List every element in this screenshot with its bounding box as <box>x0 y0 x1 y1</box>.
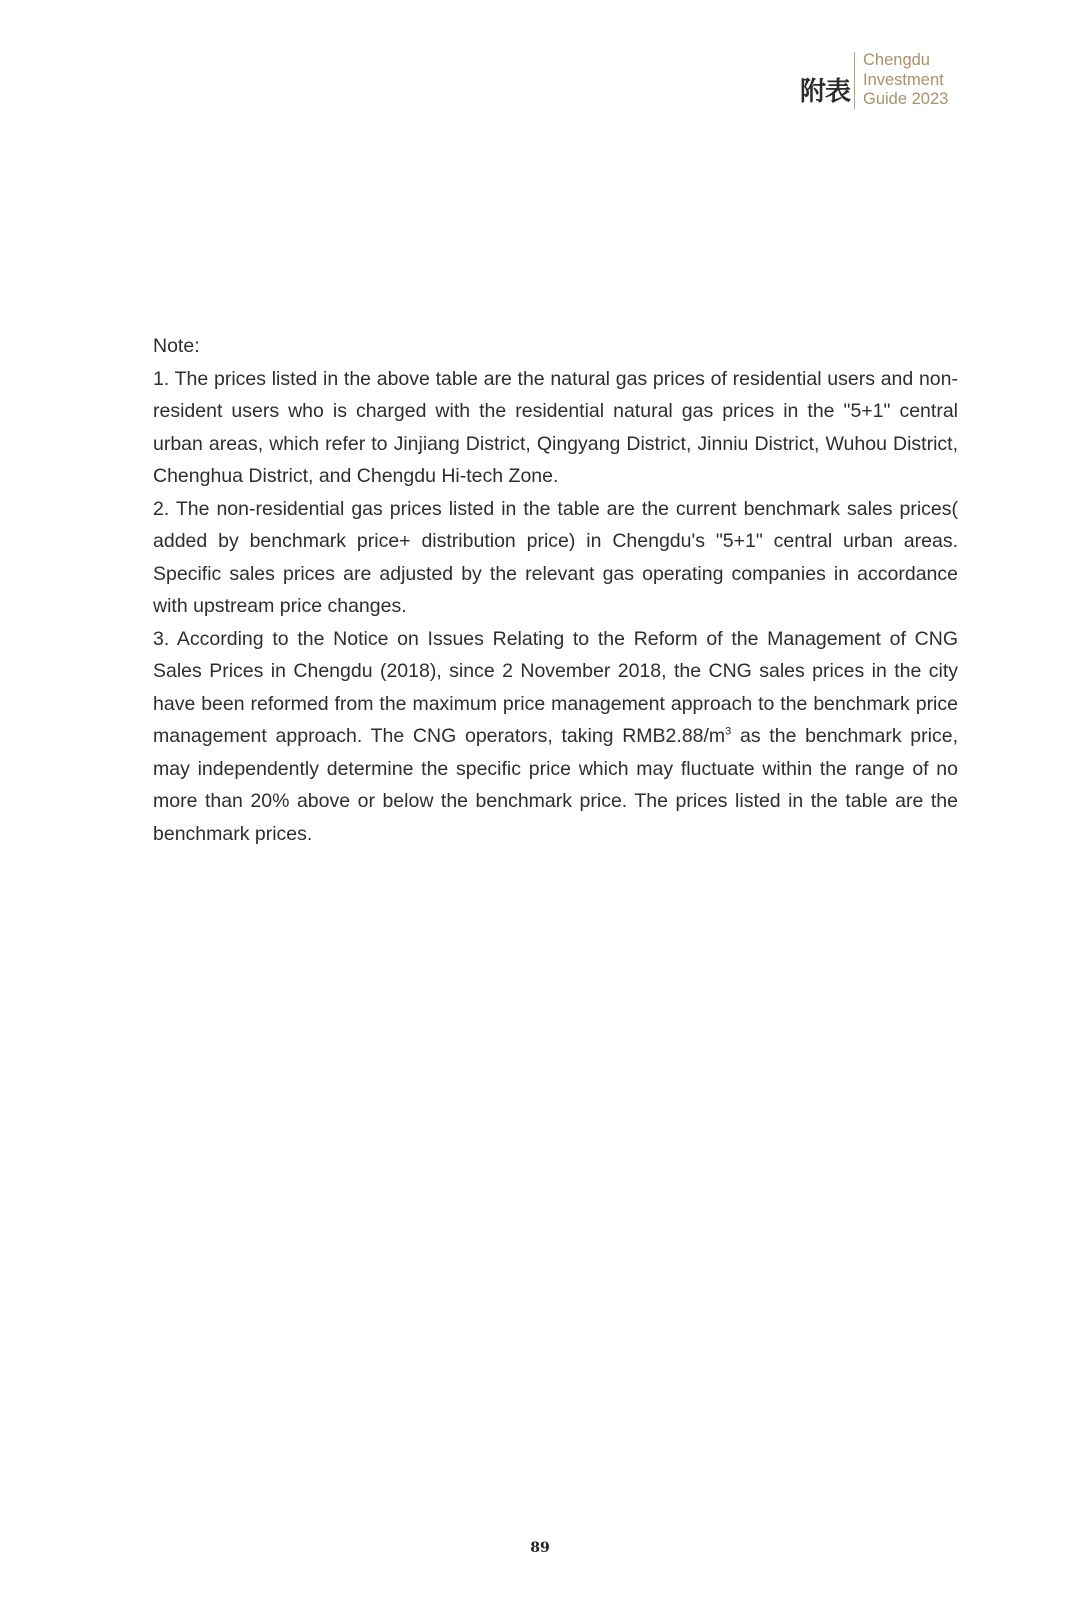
cubic-superscript: 3 <box>725 725 732 738</box>
notes-section <box>153 330 958 850</box>
note-item-1: 1. The prices listed in the above table are the natural gas prices of residential users and non-resident users who is charged with the residential natural gas prices in the "5+1" central urban areas, which refer to Jinjiang District, Qingyang District, Jinniu District, Wuhou District, Chenghua District, and Chengdu Hi-tech Zone. <box>153 367 958 487</box>
note-item-2: 2. The non-residential gas prices listed in the table are the current benchmark sales prices( added by benchmark price+ distribution price) in Chengdu's "5+1" central urban areas. Specific sales prices are adjusted by the relevant gas operating companies in accordance with upstream price changes. <box>153 497 958 617</box>
header-line-3: Guide 2023 <box>863 90 949 108</box>
note-item-3 <box>153 623 958 851</box>
header-english-title <box>863 51 948 110</box>
page-header <box>800 50 990 112</box>
page-number: 89 <box>530 1540 550 1556</box>
header-line-2: Investment <box>863 70 944 89</box>
note-item-3-part-2: as the benchmark price, may independently determine the specific price which may fluctuate within the range of no more than 20% above or below the benchmark price. The prices listed in the table are the benchmark prices. <box>153 725 958 845</box>
notes-title: Note: <box>153 335 200 357</box>
header-chinese-title: 附表 <box>800 77 851 107</box>
note-item-3-part-1: 3. According to the Notice on Issues Relating to the Reform of the Management of CNG Sales Prices in Chengdu (2018), since 2 November 2018, the CNG sales prices in the city have been reformed from the maximum price management approach to the benchmark price management approach. The CNG operators, taking RMB2.88/m <box>153 627 958 747</box>
header-divider <box>854 52 855 109</box>
header-line-1: Chengdu <box>863 51 930 69</box>
